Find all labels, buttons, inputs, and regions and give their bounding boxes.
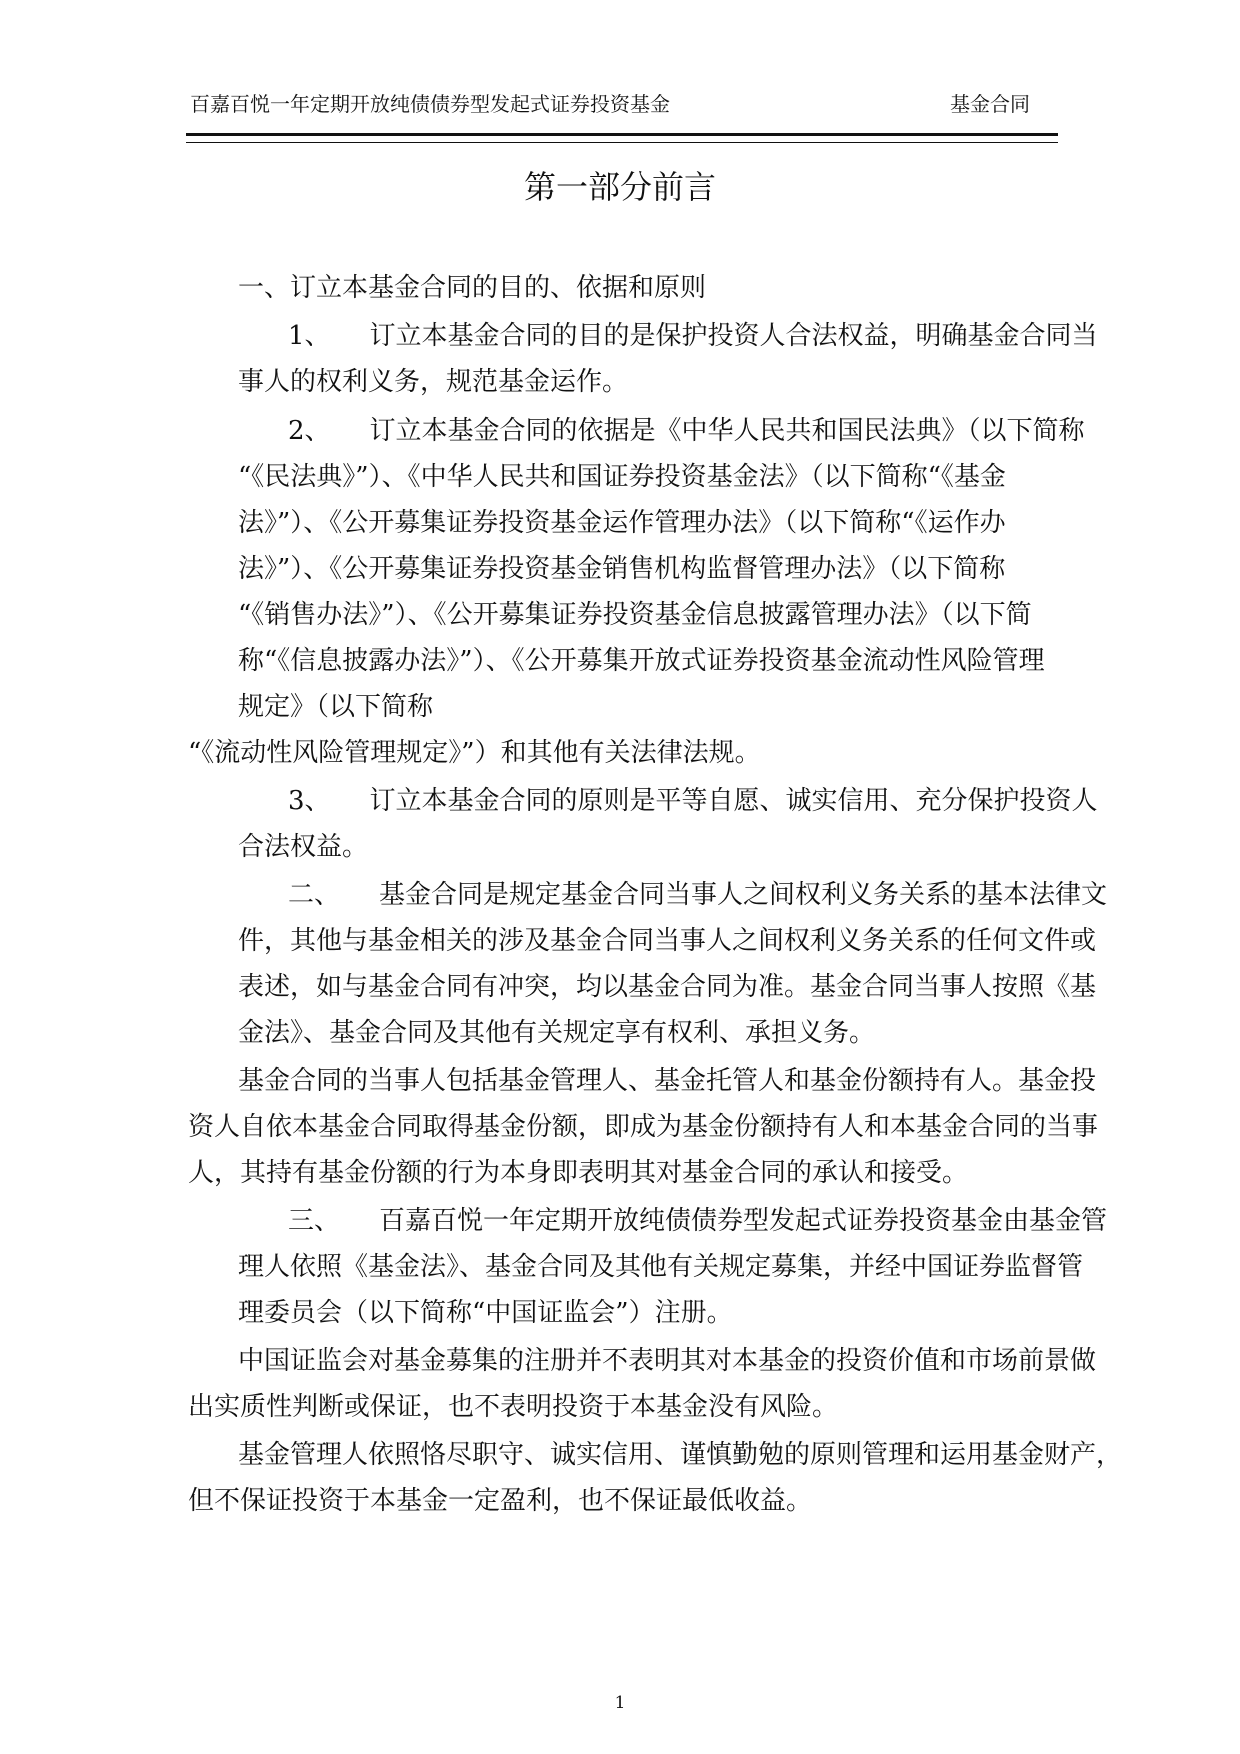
header-rule-thick xyxy=(186,133,1058,136)
csrc-paragraph-line: 中国证监会对基金募集的注册并不表明其对本基金的投资价值和市场前景做 xyxy=(238,1346,1097,1376)
clause-2-line: 2、 订立本基金合同的依据是《中华人民共和国民法典》（以下简称 xyxy=(288,416,1085,446)
section-title: 第一部分前言 xyxy=(523,168,716,206)
parties-paragraph-line: 人，其持有基金份额的行为本身即表明其对基金合同的承认和接受。 xyxy=(188,1158,969,1188)
header-rule-thin xyxy=(186,142,1058,143)
section-2-line: 表述，如与基金合同有冲突，均以基金合同为准。基金合同当事人按照《基 xyxy=(238,972,1097,1002)
heading-purpose: 一、订立本基金合同的目的、依据和原则 xyxy=(238,273,707,303)
page-number: 1 xyxy=(614,1693,626,1713)
clause-2-line: “《销售办法》”）、《公开募集证券投资基金信息披露管理办法》（以下简 xyxy=(238,600,1032,630)
clause-2-line: 法》”）、《公开募集证券投资基金运作管理办法》（以下简称“《运作办 xyxy=(238,508,1006,538)
clause-3-line: 3、 订立本基金合同的原则是平等自愿、诚实信用、充分保护投资人 xyxy=(288,786,1098,816)
header-document-type: 基金合同 xyxy=(950,92,1030,116)
clause-2-line: “《民法典》”）、《中华人民共和国证券投资基金法》（以下简称“《基金 xyxy=(238,462,1006,492)
section-3-line: 三、 百嘉百悦一年定期开放纯债债券型发起式证券投资基金由基金管 xyxy=(288,1206,1108,1236)
section-2-line: 件，其他与基金相关的涉及基金合同当事人之间权利义务关系的任何文件或 xyxy=(238,926,1097,956)
clause-2-line: “《流动性风险管理规定》”）和其他有关法律法规。 xyxy=(188,738,761,768)
section-2-line: 金法》、基金合同及其他有关规定享有权利、承担义务。 xyxy=(238,1018,876,1048)
clause-2-line: 称“《信息披露办法》”）、《公开募集开放式证券投资基金流动性风险管理 xyxy=(238,646,1045,676)
section-3-line: 理委员会（以下简称“中国证监会”）注册。 xyxy=(238,1298,733,1328)
clause-2-line: 法》”）、《公开募集证券投资基金销售机构监督管理办法》（以下简称 xyxy=(238,554,1006,584)
clause-2-line: 规定》（以下简称 xyxy=(238,692,434,722)
clause-1-line: 事人的权利义务，规范基金运作。 xyxy=(238,367,629,397)
section-3-line: 理人依照《基金法》、基金合同及其他有关规定募集，并经中国证券监督管 xyxy=(238,1252,1084,1282)
section-2-line: 二、 基金合同是规定基金合同当事人之间权利义务关系的基本法律文 xyxy=(288,880,1108,910)
clause-3-line: 合法权益。 xyxy=(238,832,369,862)
manager-paragraph-line: 基金管理人依照恪尽职守、诚实信用、谨慎勤勉的原则管理和运用基金财产， xyxy=(238,1440,1123,1470)
csrc-paragraph-line: 出实质性判断或保证，也不表明投资于本基金没有风险。 xyxy=(188,1392,839,1422)
parties-paragraph-line: 资人自依本基金合同取得基金份额，即成为基金份额持有人和本基金合同的当事 xyxy=(188,1112,1099,1142)
parties-paragraph-line: 基金合同的当事人包括基金管理人、基金托管人和基金份额持有人。基金投 xyxy=(238,1066,1097,1096)
manager-paragraph-line: 但不保证投资于本基金一定盈利，也不保证最低收益。 xyxy=(188,1486,813,1516)
clause-1-line: 1、 订立本基金合同的目的是保护投资人合法权益，明确基金合同当 xyxy=(288,321,1098,351)
header-document-name: 百嘉百悦一年定期开放纯债债券型发起式证券投资基金 xyxy=(190,92,670,116)
